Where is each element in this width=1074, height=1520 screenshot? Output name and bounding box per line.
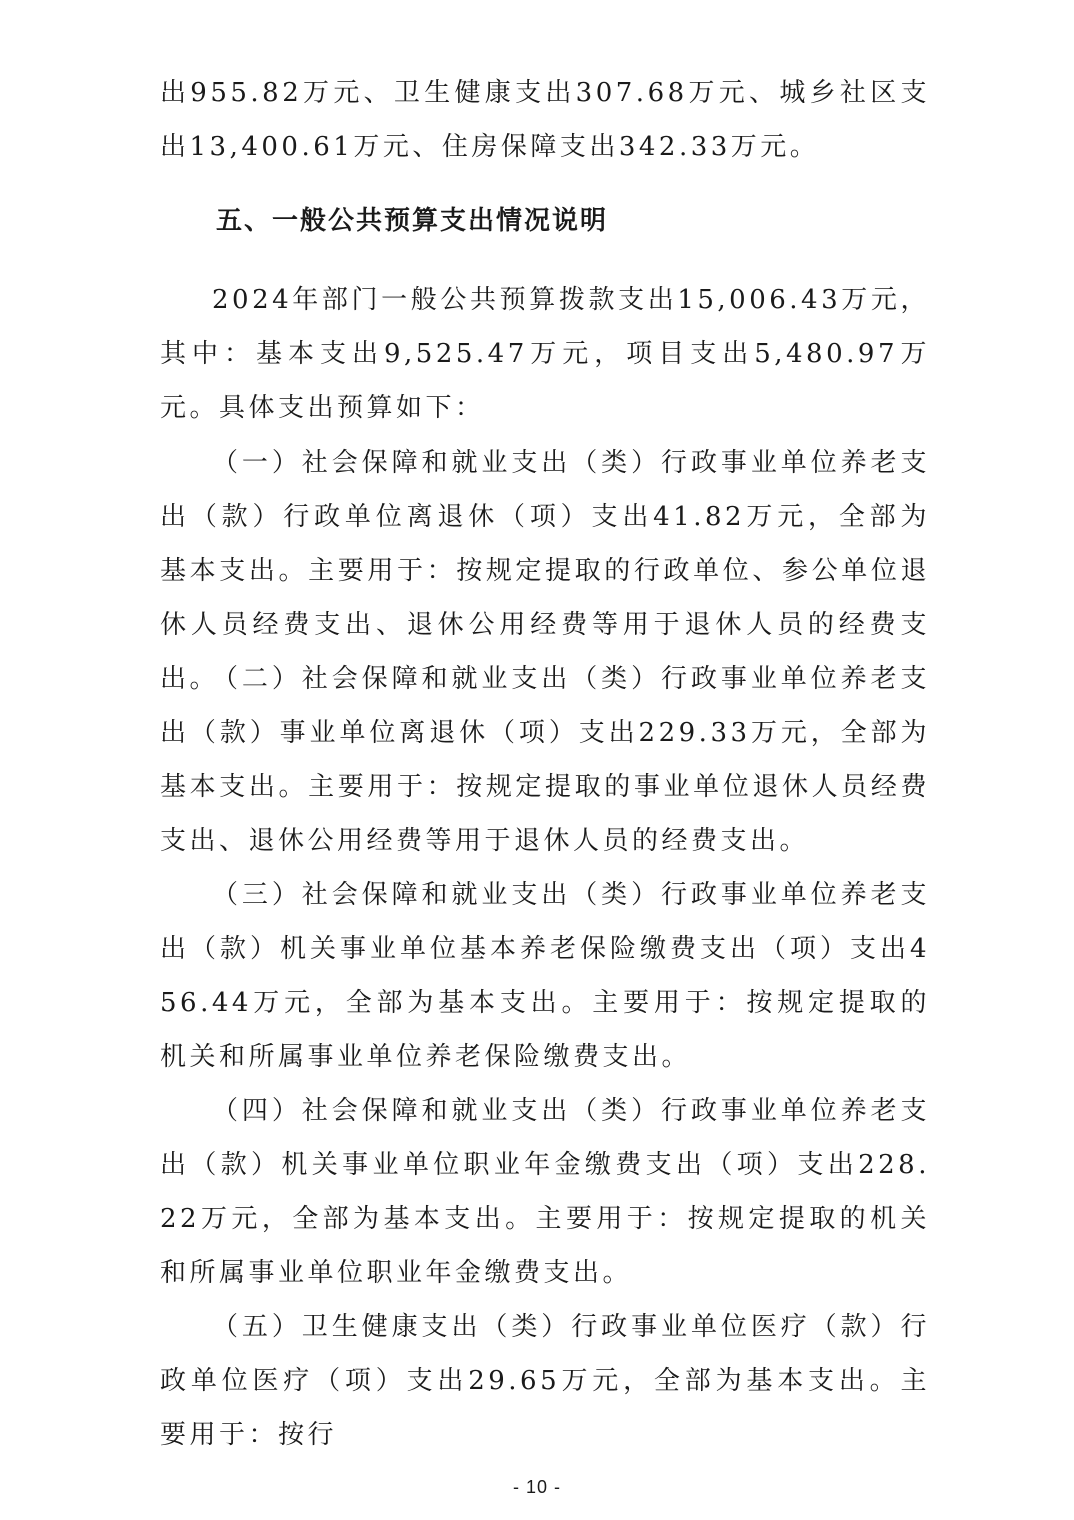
item-paragraph-5: （五）卫生健康支出（类）行政事业单位医疗（款）行政单位医疗（项）支出29.65万元，全部为基本支出。主要用于：按行 [160,1312,930,1450]
intro-paragraph-block [160,273,930,435]
item-paragraph-block [160,868,930,1084]
item-paragraph-3: （三）社会保障和就业支出（类）行政事业单位养老支出（款）机关事业单位基本养老保险缴费支出（项）支出456.44万元，全部为基本支出。主要用于：按规定提取的机关和所属事业单位养老保险缴费支出。 [160,880,930,1072]
item-paragraph-1: （一）社会保障和就业支出（类）行政事业单位养老支出（款）行政单位离退休（项）支出41.82万元，全部为基本支出。主要用于：按规定提取的行政单位、参公单位退休人员经费支出、退休公用经费等用于退休人员的经费支出。 [160,448,930,694]
item-paragraph-block [160,652,930,868]
page-number: - 10 - [512,1477,561,1497]
intro-paragraph: 2024年部门一般公共预算拨款支出15,006.43万元，其中：基本支出9,525.47万元，项目支出5,480.97万元。具体支出预算如下： [160,285,930,423]
item-paragraph-4: （四）社会保障和就业支出（类）行政事业单位养老支出（款）机关事业单位职业年金缴费支出（项）支出228.22万元，全部为基本支出。主要用于：按规定提取的机关和所属事业单位职业年金缴费支出。 [160,1096,930,1288]
section-heading-block [160,194,930,248]
item-paragraph-block [160,1084,930,1300]
item-paragraph-2: （二）社会保障和就业支出（类）行政事业单位养老支出（款）事业单位离退休（项）支出229.33万元，全部为基本支出。主要用于：按规定提取的事业单位退休人员经费支出、退休公用经费等用于退休人员的经费支出。 [160,664,930,856]
item-paragraph-block [160,1300,930,1462]
continuation-paragraph-block [160,66,930,174]
continuation-paragraph: 出955.82万元、卫生健康支出307.68万元、城乡社区支出13,400.61万元、住房保障支出342.33万元。 [160,78,930,162]
section-heading: 五、一般公共预算支出情况说明 [216,206,609,236]
